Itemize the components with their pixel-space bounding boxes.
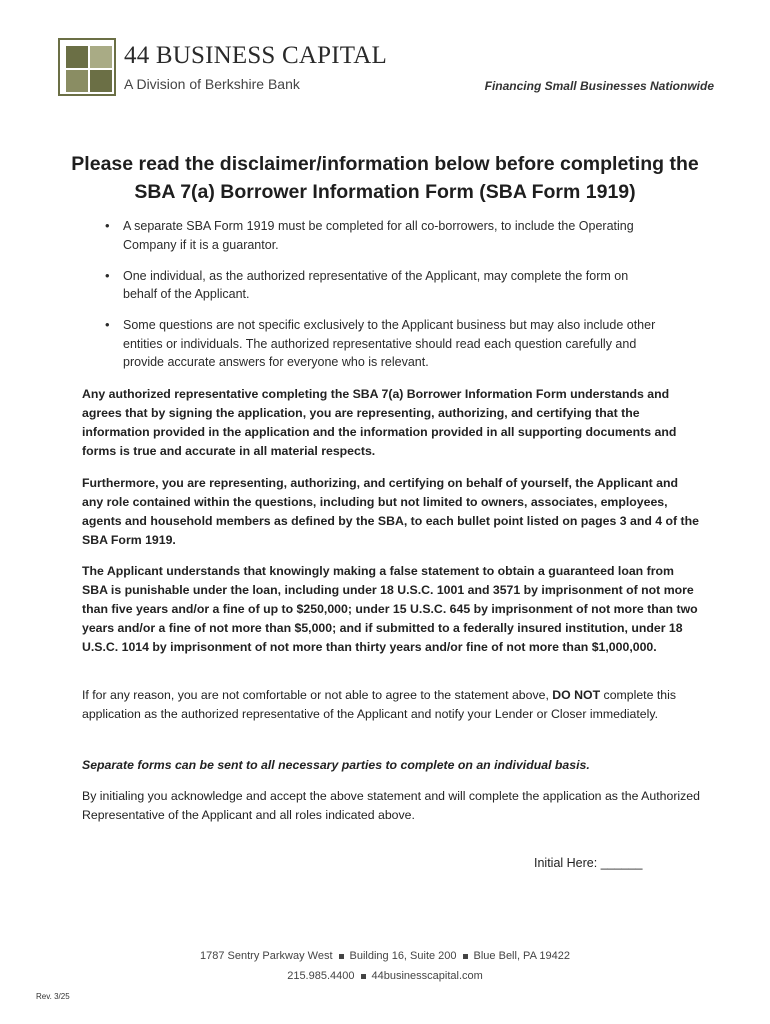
footer-contact <box>0 970 770 982</box>
acknowledgement-paragraph: By initialing you acknowledge and accept the above statement and will complete the application as the Authorized Representative of the Applicant and all roles indicated above. <box>82 789 700 822</box>
list-item: • Some questions are not specific exclusively to the Applicant business but may also include other entities or individuals. The authorized representative should read each question carefully and provide accurate answers for everyone who is relevant. <box>100 316 660 372</box>
footer-address-city: Blue Bell, PA 19422 <box>473 950 570 962</box>
list-item: • One individual, as the authorized representative of the Applicant, may complete the form on behalf of the Applicant. <box>100 267 660 304</box>
company-name: 44 BUSINESS CAPITAL <box>124 42 387 69</box>
footer-phone: 215.985.4400 <box>287 970 355 982</box>
do-not-complete-paragraph <box>82 686 702 724</box>
do-not-emphasis: DO NOT <box>552 688 601 702</box>
separator-icon <box>463 954 468 959</box>
company-division: A Division of Berkshire Bank <box>124 76 300 92</box>
footer-address <box>0 950 770 962</box>
separate-forms-note: Separate forms can be sent to all necessary parties to complete on an individual basis. <box>82 758 590 772</box>
footer-address-suite: Building 16, Suite 200 <box>349 950 457 962</box>
company-tagline: Financing Small Businesses Nationwide <box>484 79 714 93</box>
company-logo-icon <box>58 38 116 96</box>
penalty-paragraph: The Applicant understands that knowingly making a false statement to obtain a guaranteed loan from SBA is punishable under the loan, including under 18 U.S.C. 1001 and 3571 by imprisonment of not more than five years and/or a fine of up to $250,000; under 15 U.S.C. 645 by imprisonment of not more than two years and/or a fine of not more than $5,000; and if submitted to a federally insured institution, under 18 U.S.C. 1014 by imprisonment of not more than thirty years and/or fine of not more than $1,000,000. <box>82 564 698 654</box>
list-item: • A separate SBA Form 1919 must be completed for all co-borrowers, to include the Operating Company if it is a guarantor. <box>100 217 660 254</box>
separator-icon <box>361 974 366 979</box>
revision-label: Rev. 3/25 <box>36 992 70 1001</box>
footer-website-link[interactable]: 44businesscapital.com <box>371 970 483 982</box>
separator-icon <box>339 954 344 959</box>
disclaimer-bullet-list <box>100 217 660 384</box>
page-title: Please read the disclaimer/information below before completing the SBA 7(a) Borrower Information Form (SBA Form 1919) <box>71 153 699 203</box>
certification-paragraph: Furthermore, you are representing, authorizing, and certifying on behalf of yourself, the Applicant and any role contained within the questions, including but not limited to owners, associates, employees, agents and household members as defined by the SBA, to each bullet point listed on pages 3 and 4 of the SBA Form 1919. <box>82 476 699 547</box>
paragraph-text: complete this application as the authorized representative of the Applicant and notify your Lender or Closer immediately. <box>82 688 676 721</box>
initial-here-field[interactable]: Initial Here: ______ <box>534 856 643 870</box>
paragraph-text: If for any reason, you are not comfortable or not able to agree to the statement above, <box>82 688 553 702</box>
footer-address-street: 1787 Sentry Parkway West <box>200 950 333 962</box>
authorization-paragraph: Any authorized representative completing the SBA 7(a) Borrower Information Form understands and agrees that by signing the application, you are representing, authorizing, and certifying that the information provided in the application and the information provided in all supporting documents and forms is true and accurate in all material respects. <box>82 387 677 458</box>
